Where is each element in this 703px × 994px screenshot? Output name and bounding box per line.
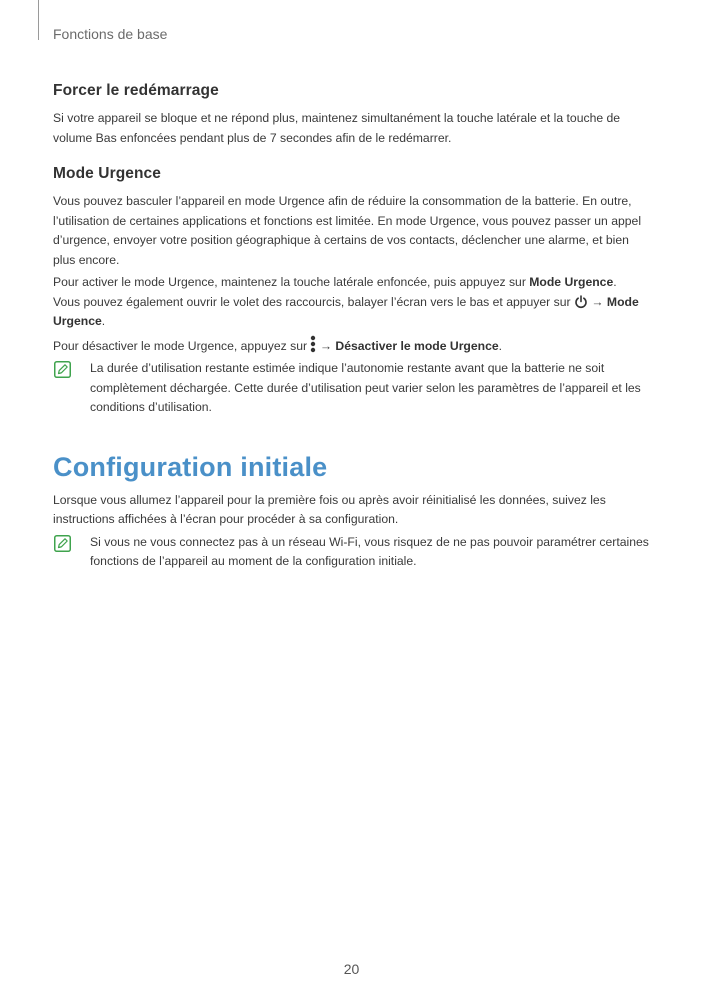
page-number: 20 bbox=[343, 961, 360, 977]
mode-urgence-shortcut-label: Mode Urgence bbox=[53, 294, 639, 328]
page-header: Fonctions de base bbox=[53, 26, 168, 42]
battery-note bbox=[53, 359, 651, 418]
wifi-note-text: Si vous ne vous connectez pas à un réseau Wi-Fi, vous risquez de ne pas pouvoir paramétrer certaines fonctions de l’appareil au moment de la configuration initiale. bbox=[90, 534, 649, 568]
mode-urgence-label: Mode Urgence bbox=[529, 275, 614, 289]
battery-note-text: La durée d’utilisation restante estimée indique l’autonomie restante avant que la batterie ne soit complètement déchargée. Cette durée d’utilisation peut varier selon les paramètres de l’appareil et les conditions d’utilisation. bbox=[90, 361, 641, 414]
emergency-mode-title: Mode Urgence bbox=[53, 165, 161, 182]
setup-body: Lorsque vous allumez l’appareil pour la première fois ou après avoir réinitialisé les données, suivez les instructions affichées à l’écran pour procéder à sa configuration. bbox=[53, 492, 606, 526]
power-icon bbox=[574, 295, 588, 309]
note-icon bbox=[54, 535, 71, 552]
deactivate-label: Désactiver le mode Urgence bbox=[335, 338, 499, 353]
emergency-deactivate: Pour désactiver le mode Urgence, appuyez sur → Désactiver le mode Urgence. bbox=[53, 335, 651, 357]
emergency-intro: Vous pouvez basculer l’appareil en mode Urgence afin de réduire la consommation de la batterie. En outre, l’utilisation de certaines applications et fonctions est limitée. En mode Urgence, vous pouvez passer un appel d’urgence, envoyer votre position géographique à certains de vos contacts, déclencher une alarme, et bien plus encore. bbox=[53, 194, 642, 267]
force-restart-title: Forcer le redémarrage bbox=[53, 82, 219, 99]
emergency-activate: Pour activer le mode Urgence, maintenez la touche latérale enfoncée, puis appuyez sur Mode Urgence. Vous pouvez également ouvrir le volet des raccourcis, balayer l’écran vers le bas et appuyer sur → Mode Urgence. bbox=[53, 275, 639, 328]
page-content bbox=[53, 82, 651, 575]
force-restart-body: Si votre appareil se bloque et ne répond plus, maintenez simultanément la touche latérale et la touche de volume Bas enfoncées pendant plus de 7 secondes afin de le redémarrer. bbox=[53, 111, 621, 145]
header-rule bbox=[38, 0, 39, 40]
wifi-note bbox=[53, 533, 651, 572]
setup-section-title: Configuration initiale bbox=[53, 451, 328, 482]
note-icon bbox=[54, 361, 71, 378]
